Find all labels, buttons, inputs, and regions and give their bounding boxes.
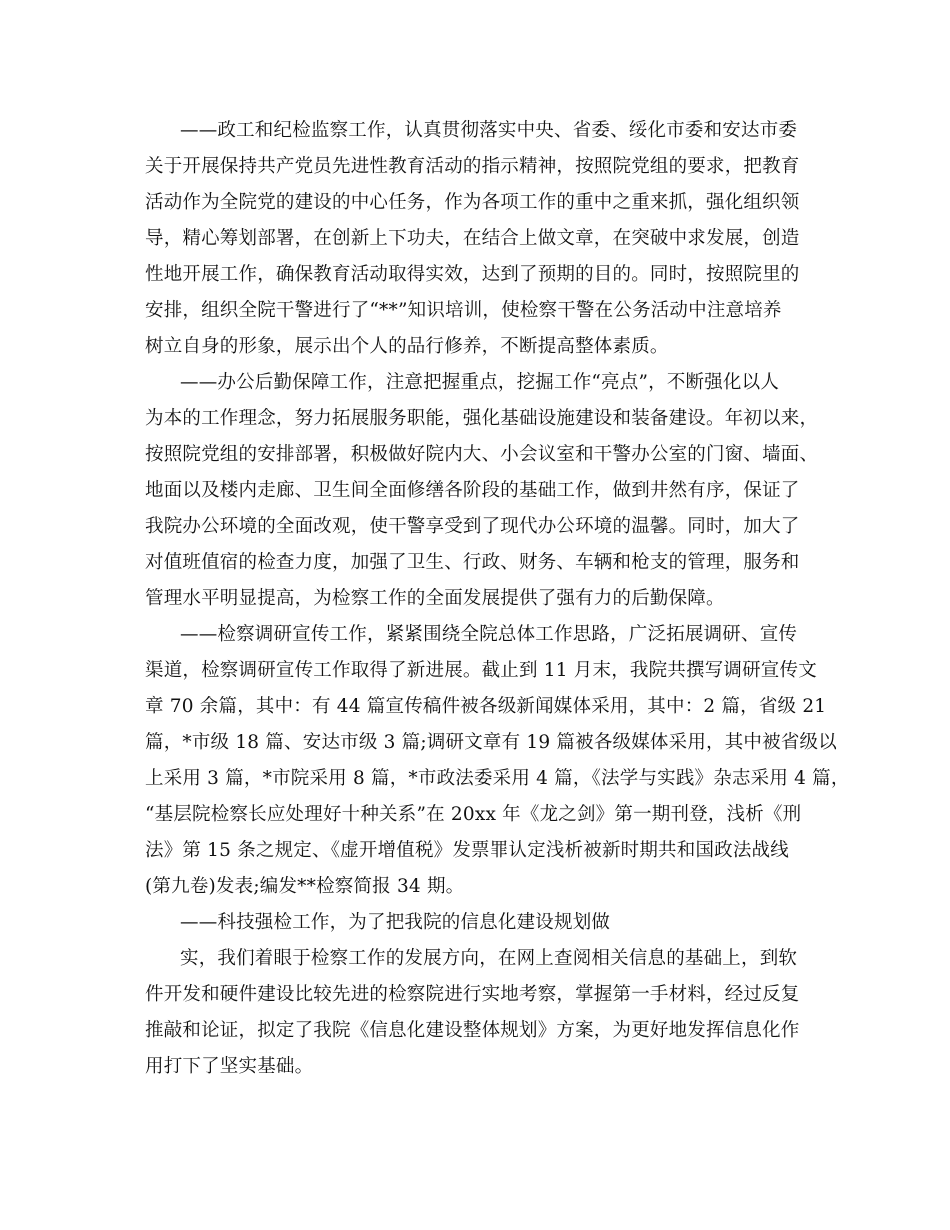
paragraph-line: 推敲和论证，拟定了我院《信息化建设整体规划》方案，为更好地发挥信息化作 bbox=[145, 1020, 800, 1041]
paragraph-line: 性地开展工作，确保教育活动取得实效，达到了预期的目的。同时，按照院里的 bbox=[145, 264, 800, 285]
paragraph-line: 法》第 15 条之规定、《虚开增值税》发票罪认定浅析被新时期共和国政法战线 bbox=[145, 840, 789, 861]
paragraph-line: 对值班值宿的检查力度，加强了卫生、行政、财务、车辆和枪支的管理，服务和 bbox=[145, 552, 800, 573]
paragraph-line: 安排，组织全院干警进行了“**”知识培训，使检察干警在公务活动中注意培养 bbox=[145, 300, 782, 321]
paragraph-line: 为本的工作理念，努力拓展服务职能，强化基础设施建设和装备建设。年初以来， bbox=[145, 408, 819, 429]
paragraph-line: 篇，*市级 18 篇、安达市级 3 篇;调研文章有 19 篇被各级媒体采用，其中被省级以 bbox=[145, 732, 837, 753]
paragraph-line: 上采用 3 篇，*市院采用 8 篇，*市政法委采用 4 篇，《法学与实践》杂志采用 4 篇， bbox=[145, 768, 850, 789]
paragraph-line: 实，我们着眼于检察工作的发展方向，在网上查阅相关信息的基础上，到软 bbox=[180, 948, 798, 969]
paragraph-line: “基层院检察长应处理好十种关系”在 20xx 年《龙之剑》第一期刊登，浅析《刑 bbox=[145, 804, 802, 825]
paragraph-line: 章 70 余篇，其中：有 44 篇宣传稿件被各级新闻媒体采用，其中：2 篇，省级 21 bbox=[145, 696, 827, 717]
paragraph-line: 件开发和硬件建设比较先进的检察院进行实地考察，掌握第一手材料，经过反复 bbox=[145, 984, 800, 1005]
paragraph-line: (第九卷)发表;编发**检察简报 34 期。 bbox=[145, 876, 465, 897]
paragraph-line: 树立自身的形象，展示出个人的品行修养，不断提高整体素质。 bbox=[145, 336, 669, 357]
paragraph-line: ——检察调研宣传工作，紧紧围绕全院总体工作思路，广泛拓展调研、宣传 bbox=[180, 624, 798, 645]
paragraph-line: ——政工和纪检监察工作，认真贯彻落实中央、省委、绥化市委和安达市委 bbox=[180, 120, 798, 141]
paragraph-line: 活动作为全院党的建设的中心任务，作为各项工作的重中之重来抓，强化组织领 bbox=[145, 192, 800, 213]
paragraph-line: 关于开展保持共产党员先进性教育活动的指示精神，按照院党组的要求，把教育 bbox=[145, 156, 800, 177]
paragraph-line: 我院办公环境的全面改观，使干警享受到了现代办公环境的温馨。同时，加大了 bbox=[145, 516, 800, 537]
paragraph-line: 渠道，检察调研宣传工作取得了新进展。截止到 11 月末，我院共撰写调研宣传文 bbox=[145, 660, 817, 681]
paragraph-line: 管理水平明显提高，为检察工作的全面发展提供了强有力的后勤保障。 bbox=[145, 588, 725, 609]
paragraph-line: 按照院党组的安排部署，积极做好院内大、小会议室和干警办公室的门窗、墙面、 bbox=[145, 444, 819, 465]
paragraph-line: 用打下了坚实基础。 bbox=[145, 1056, 314, 1077]
paragraph-line: 导，精心筹划部署，在创新上下功夫，在结合上做文章，在突破中求发展，创造 bbox=[145, 228, 800, 249]
paragraph-line: ——科技强检工作，为了把我院的信息化建设规划做 bbox=[180, 912, 611, 933]
paragraph-line: 地面以及楼内走廊、卫生间全面修缮各阶段的基础工作，做到井然有序，保证了 bbox=[145, 480, 800, 501]
paragraph-line: ——办公后勤保障工作，注意把握重点，挖掘工作“亮点”，不断强化以人 bbox=[180, 372, 780, 393]
